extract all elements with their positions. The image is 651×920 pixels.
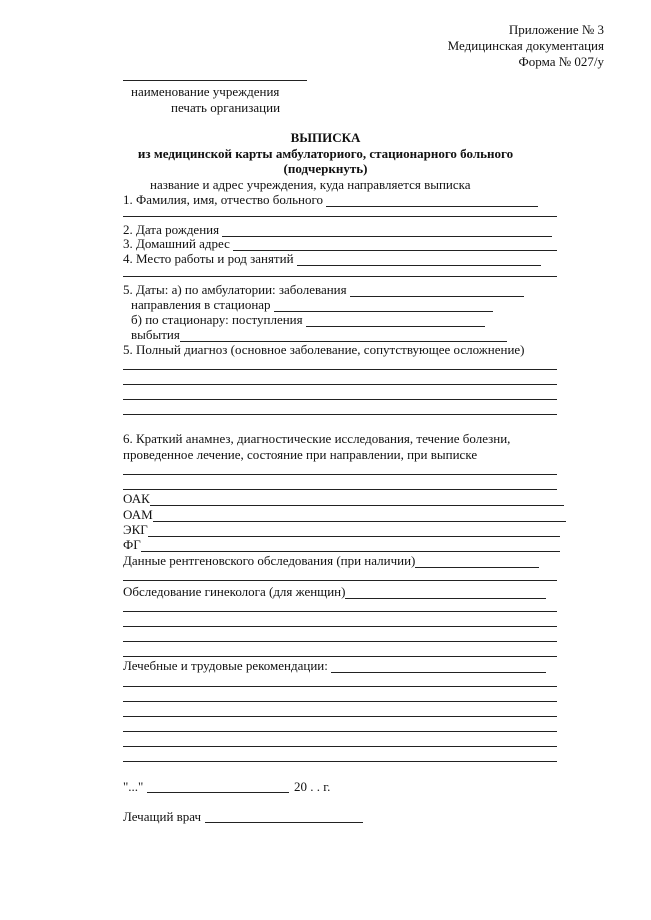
date-quote: "..." bbox=[123, 779, 144, 794]
xray-input[interactable] bbox=[415, 556, 539, 568]
recs-line-2[interactable] bbox=[123, 701, 557, 702]
diagnosis-line-3[interactable] bbox=[123, 399, 557, 400]
field-full-name[interactable] bbox=[123, 192, 538, 207]
underline-note: (подчеркнуть) bbox=[283, 161, 368, 176]
oam-input[interactable] bbox=[153, 510, 566, 522]
doctor-signature-line[interactable] bbox=[205, 822, 363, 823]
field-dates-outpatient-label: 5. Даты: а) по амбулатории: заболевания bbox=[123, 282, 347, 297]
document-subtitle: из медицинской карты амбулаториого, стационарного больного bbox=[137, 146, 514, 161]
field-oak[interactable] bbox=[123, 491, 564, 506]
field-home-address-label: 3. Домашний адрес bbox=[123, 236, 230, 251]
home-address-input[interactable] bbox=[233, 239, 557, 251]
date-line[interactable] bbox=[147, 792, 289, 793]
stamp-label: печать организации bbox=[171, 100, 281, 115]
field-oam-label: ОАМ bbox=[123, 507, 153, 522]
diagnosis-label: 5. Полный диагноз (основное заболевание, сопутствующее осложнение) bbox=[123, 342, 525, 357]
workplace-input[interactable] bbox=[297, 254, 541, 266]
recs-line-6[interactable] bbox=[123, 761, 557, 762]
date-year: 20 . . г. bbox=[294, 779, 331, 794]
field-admission-date-label: б) по стационару: поступления bbox=[131, 312, 303, 327]
field-workplace-label: 4. Место работы и род занятий bbox=[123, 251, 294, 266]
field-gynecologist-label: Обследование гинеколога (для женщин) bbox=[123, 584, 346, 599]
field-ekg[interactable] bbox=[123, 522, 560, 537]
diagnosis-line-1[interactable] bbox=[123, 369, 557, 370]
field-fg[interactable] bbox=[123, 537, 560, 552]
field-oak-label: ОАК bbox=[123, 491, 150, 506]
referral-date-input[interactable] bbox=[274, 300, 493, 312]
form-number: Форма № 027/у bbox=[518, 54, 604, 69]
field-oam[interactable] bbox=[123, 507, 566, 522]
recs-line-5[interactable] bbox=[123, 746, 557, 747]
recs-line-3[interactable] bbox=[123, 716, 557, 717]
oak-input[interactable] bbox=[150, 494, 564, 506]
document-type: Медицинская документация bbox=[447, 38, 604, 53]
field-recommendations-label: Лечебные и трудовые рекомендации: bbox=[123, 658, 328, 673]
destination-label: название и адрес учреждения, куда направляется выписка bbox=[150, 177, 471, 192]
admission-date-input[interactable] bbox=[306, 315, 485, 327]
field-full-name-label: 1. Фамилия, имя, отчество больного bbox=[123, 192, 324, 207]
xray-line-2[interactable] bbox=[123, 580, 557, 581]
diagnosis-line-2[interactable] bbox=[123, 384, 557, 385]
gyn-line-1[interactable] bbox=[123, 611, 557, 612]
outpatient-date-input[interactable] bbox=[350, 285, 524, 297]
recs-line-1[interactable] bbox=[123, 686, 557, 687]
field-recommendations[interactable] bbox=[123, 658, 546, 673]
institution-name-line[interactable] bbox=[123, 80, 307, 81]
field-xray[interactable] bbox=[123, 553, 539, 568]
anamnesis-line-1[interactable] bbox=[123, 474, 557, 475]
field-referral-date-label: направления в стационар bbox=[131, 297, 271, 312]
anamnesis-line-2[interactable] bbox=[123, 489, 557, 490]
field-discharge-date-label: выбытия bbox=[131, 327, 180, 342]
gyn-line-3[interactable] bbox=[123, 641, 557, 642]
appendix-number: Приложение № 3 bbox=[508, 22, 604, 37]
institution-name-label: наименование учреждения bbox=[131, 84, 280, 99]
field-discharge-date[interactable] bbox=[131, 327, 507, 342]
workplace-line-2[interactable] bbox=[123, 276, 557, 277]
full-name-input[interactable] bbox=[326, 195, 538, 207]
recommendations-input[interactable] bbox=[331, 661, 546, 673]
diagnosis-line-4[interactable] bbox=[123, 414, 557, 415]
ekg-input[interactable] bbox=[148, 525, 560, 537]
discharge-date-input[interactable] bbox=[180, 330, 507, 342]
field-birth-date-label: 2. Дата рождения bbox=[123, 222, 220, 237]
doctor-label: Лечащий врач bbox=[123, 809, 202, 824]
field-workplace[interactable] bbox=[123, 251, 541, 266]
field-gynecologist[interactable] bbox=[123, 584, 546, 599]
full-name-line-2[interactable] bbox=[123, 216, 557, 217]
recs-line-4[interactable] bbox=[123, 731, 557, 732]
field-referral-date[interactable] bbox=[131, 297, 493, 312]
field-admission-date[interactable] bbox=[131, 312, 485, 327]
fg-input[interactable] bbox=[141, 540, 560, 552]
field-ekg-label: ЭКГ bbox=[123, 522, 148, 537]
field-birth-date[interactable] bbox=[123, 222, 552, 237]
field-home-address[interactable] bbox=[123, 236, 557, 251]
gynecologist-input[interactable] bbox=[345, 587, 546, 599]
field-xray-label: Данные рентгеновского обследования (при наличии) bbox=[123, 553, 416, 568]
document-title: ВЫПИСКА bbox=[290, 130, 361, 145]
anamnesis-label-2: проведенное лечение, состояние при направлении, при выписке bbox=[123, 447, 478, 462]
gyn-line-2[interactable] bbox=[123, 626, 557, 627]
field-fg-label: ФГ bbox=[123, 537, 141, 552]
gyn-line-4[interactable] bbox=[123, 656, 557, 657]
anamnesis-label-1: 6. Краткий анамнез, диагностические исследования, течение болезни, bbox=[123, 431, 511, 446]
field-dates-outpatient[interactable] bbox=[123, 282, 524, 297]
